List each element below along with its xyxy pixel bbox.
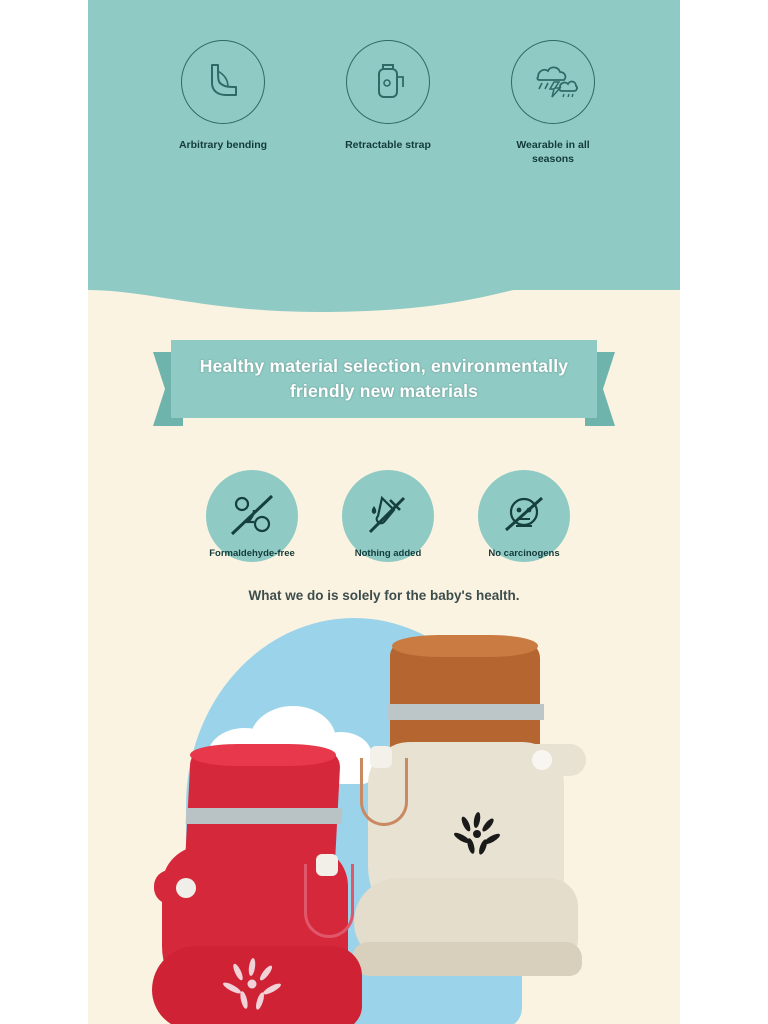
health-row <box>193 470 583 559</box>
curve-svg <box>88 250 680 330</box>
red-rain-boot <box>128 750 378 1024</box>
all-weather-cloud-icon <box>511 40 595 124</box>
feature-item-all-seasons <box>478 40 628 166</box>
health-item-nothing-added <box>329 470 447 559</box>
bending-boot-glyph <box>198 57 248 107</box>
retractable-strap-icon <box>346 40 430 124</box>
floral-print-red <box>212 956 308 1016</box>
feature-label: Retractable strap <box>345 139 431 151</box>
kids-rain-boots-photo <box>88 618 680 1024</box>
banner-text: Healthy material selection, environmentally friendly new materials <box>199 355 569 401</box>
floral-print-cream <box>444 810 524 862</box>
retractable-strap-glyph <box>363 57 413 107</box>
health-item-formaldehyde-free <box>193 470 311 559</box>
feature-item-bending <box>148 40 298 166</box>
feature-item-strap <box>313 40 463 166</box>
bending-boot-icon <box>181 40 265 124</box>
teal-panel-curve <box>88 250 680 330</box>
no-formaldehyde-glyph <box>224 488 280 544</box>
no-carcinogens-glyph <box>496 488 552 544</box>
cloud-rain-glyph <box>526 57 580 107</box>
feature-row <box>148 40 628 166</box>
health-label: Formaldehyde-free <box>209 548 295 559</box>
feature-label: Wearable in all seasons <box>516 139 590 166</box>
health-item-no-carcinogens <box>465 470 583 559</box>
health-label: Nothing added <box>354 548 422 559</box>
tagline-text: What we do is solely for the baby's health. <box>248 588 520 603</box>
section-banner <box>153 340 615 436</box>
floral-print-glyph <box>212 956 308 1016</box>
content-column <box>88 0 680 1024</box>
feature-label: Arbitrary bending <box>178 139 268 151</box>
floral-print-glyph <box>444 810 524 862</box>
health-label: No carcinogens <box>488 548 560 559</box>
ribbon-body <box>171 340 597 418</box>
test-tube-glyph <box>360 488 416 544</box>
